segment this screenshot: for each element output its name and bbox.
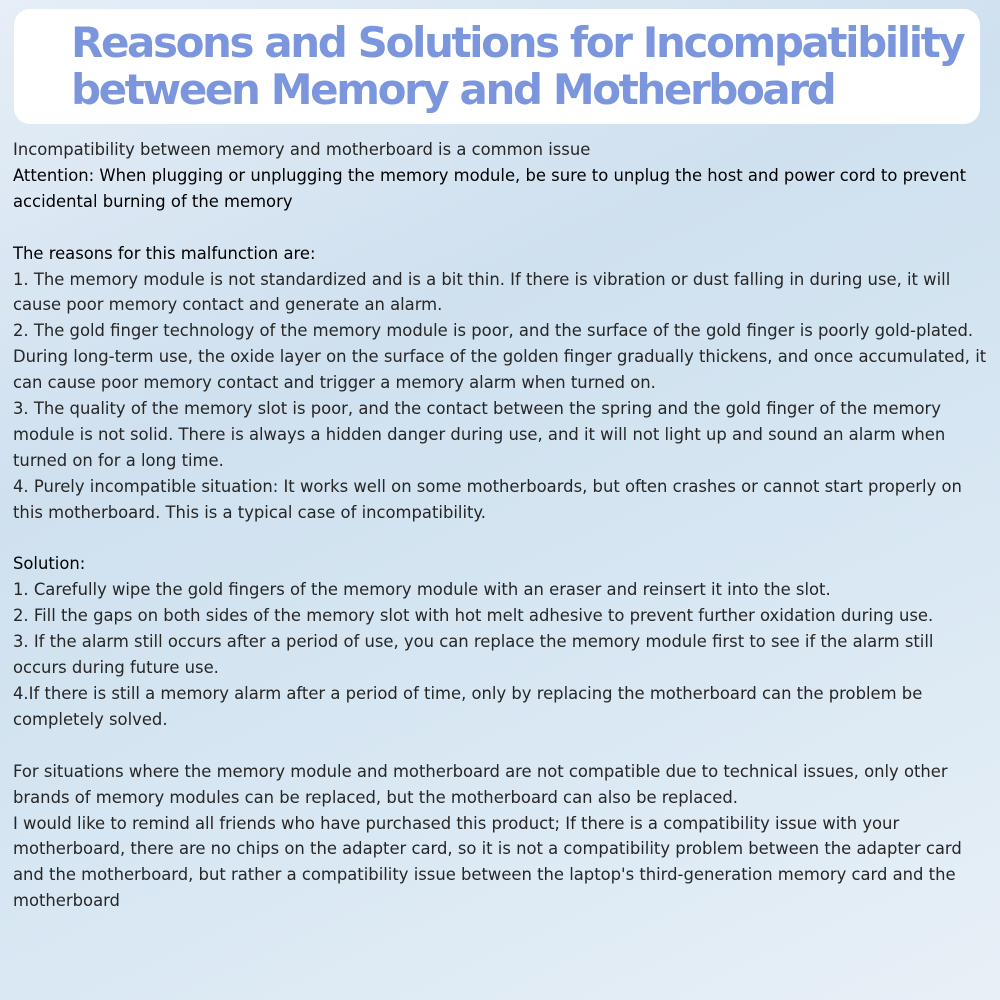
closing-paragraph-2: I would like to remind all friends who have purchased this product; If there is a compatibility issue with your motherboard, there are no chips on the adapter card, so it is not a compatibility problem between the adapter card and the motherboard, but rather a compatibility issue between the laptop's third-generation memory card and the motherboard — [13, 813, 962, 911]
attention-note: Attention: When plugging or unplugging the memory module, be sure to unplug the host and power cord to prevent accidental burning of the memory — [13, 165, 967, 211]
intro-text: Incompatibility between memory and motherboard is a common issue — [13, 140, 591, 159]
solution-item-3: 3. If the alarm still occurs after a period of use, you can replace the memory module first to see if the alarm still occurs during future use. — [13, 632, 934, 678]
reason-item-4: 4. Purely incompatible situation: It works well on some motherboards, but often crashes or cannot start properly on this motherboard. This is a typical case of incompatibility. — [13, 476, 962, 522]
solution-item-1: 1. Carefully wipe the gold fingers of the memory module with an eraser and reinsert it into the slot. — [13, 580, 831, 600]
solution-item-2: 2. Fill the gaps on both sides of the memory slot with hot melt adhesive to prevent further oxidation during use. — [13, 606, 934, 626]
spacer — [13, 526, 988, 552]
closing-paragraph-1: For situations where the memory module and motherboard are not compatible due to technical issues, only other brands of memory modules can be replaced, but the motherboard can also be replaced. — [13, 761, 948, 807]
article-body — [13, 137, 988, 914]
page-title-line-1: Reasons and Solutions for Incompatibility — [71, 18, 964, 67]
reason-item-3: 3. The quality of the memory slot is poor, and the contact between the spring and the gold finger of the memory module is not solid. There is always a hidden danger during use, and it will not light up and sound an alarm when turned on for a long time. — [13, 399, 946, 470]
spacer — [13, 215, 988, 241]
solution-heading: Solution: — [13, 554, 86, 574]
reason-item-1: 1. The memory module is not standardized and is a bit thin. If there is vibration or dust falling in during use, it will cause poor memory contact and generate an alarm. — [13, 269, 951, 315]
page-title-line-2: between Memory and Motherboard — [71, 65, 835, 114]
reason-item-2: 2. The gold finger technology of the memory module is poor, and the surface of the gold finger is poorly gold-plated. During long-term use, the oxide layer on the surface of the golden finger gradually thickens, and once accumulated, it can cause poor memory contact and trigger a memory alarm when turned on. — [13, 321, 987, 393]
solution-item-4: 4.If there is still a memory alarm after a period of time, only by replacing the motherboard can the problem be completely solved. — [13, 684, 923, 729]
spacer — [13, 733, 988, 759]
reasons-heading: The reasons for this malfunction are: — [13, 243, 316, 263]
title-banner — [14, 9, 980, 124]
